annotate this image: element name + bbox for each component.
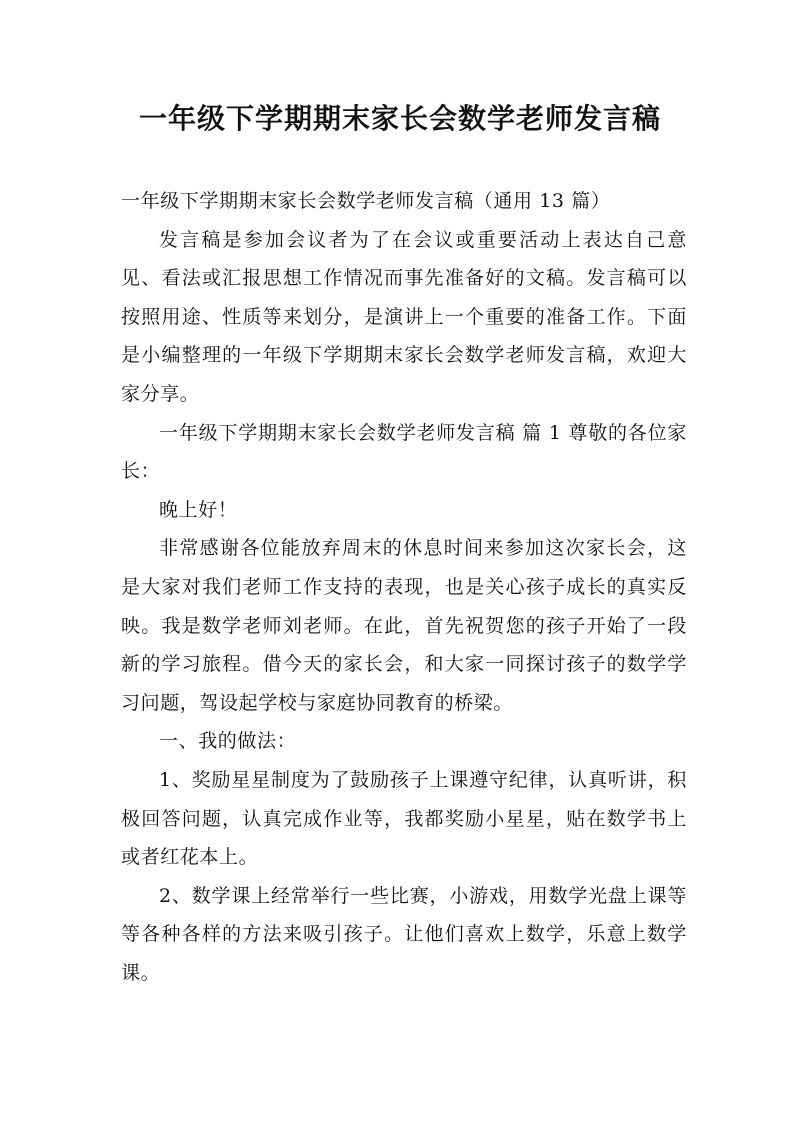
thanks-paragraph: 非常感谢各位能放弃周末的休息时间来参加这次家长会，这是大家对我们老师工作支持的表现，也是关心孩子成长的真实反映。我是数学老师刘老师。在此，首先祝贺您的孩子开始了一段新的学习旅程。借今天的家长会，和大家一同探讨孩子的数学学习问题，驾设起学校与家庭协同教育的桥梁。 [121,537,687,714]
document-body [121,182,687,992]
intro-paragraph: 发言稿是参加会议者为了在会议或重要活动上表达自己意见、看法或汇报思想工作情况而事先准备好的文稿。发言稿可以按照用途、性质等来划分，是演讲上一个重要的准备工作。下面是小编整理的一年级下学期期末家长会数学老师发言稿，欢迎大家分享。 [121,228,687,405]
method-item-1-paragraph: 1、奖励星星制度为了鼓励孩子上课遵守纪律，认真听讲，积极回答问题，认真完成作业等，我都奖励小星星，贴在数学书上或者红花本上。 [121,768,687,869]
greeting-paragraph: 晚上好！ [159,498,238,521]
document-title: 一年级下学期期末家长会数学老师发言稿 [138,102,661,135]
subtitle-paragraph: 一年级下学期期末家长会数学老师发言稿（通用 13 篇） [121,190,611,212]
method-heading-paragraph: 一、我的做法： [159,730,297,753]
section-heading-paragraph: 一年级下学期期末家长会数学老师发言稿 篇 1 尊敬的各位家长： [121,421,687,483]
method-item-2-paragraph: 2、数学课上经常举行一些比赛，小游戏，用数学光盘上课等等各种各样的方法来吸引孩子。让他们喜欢上数学，乐意上数学课。 [121,884,687,984]
